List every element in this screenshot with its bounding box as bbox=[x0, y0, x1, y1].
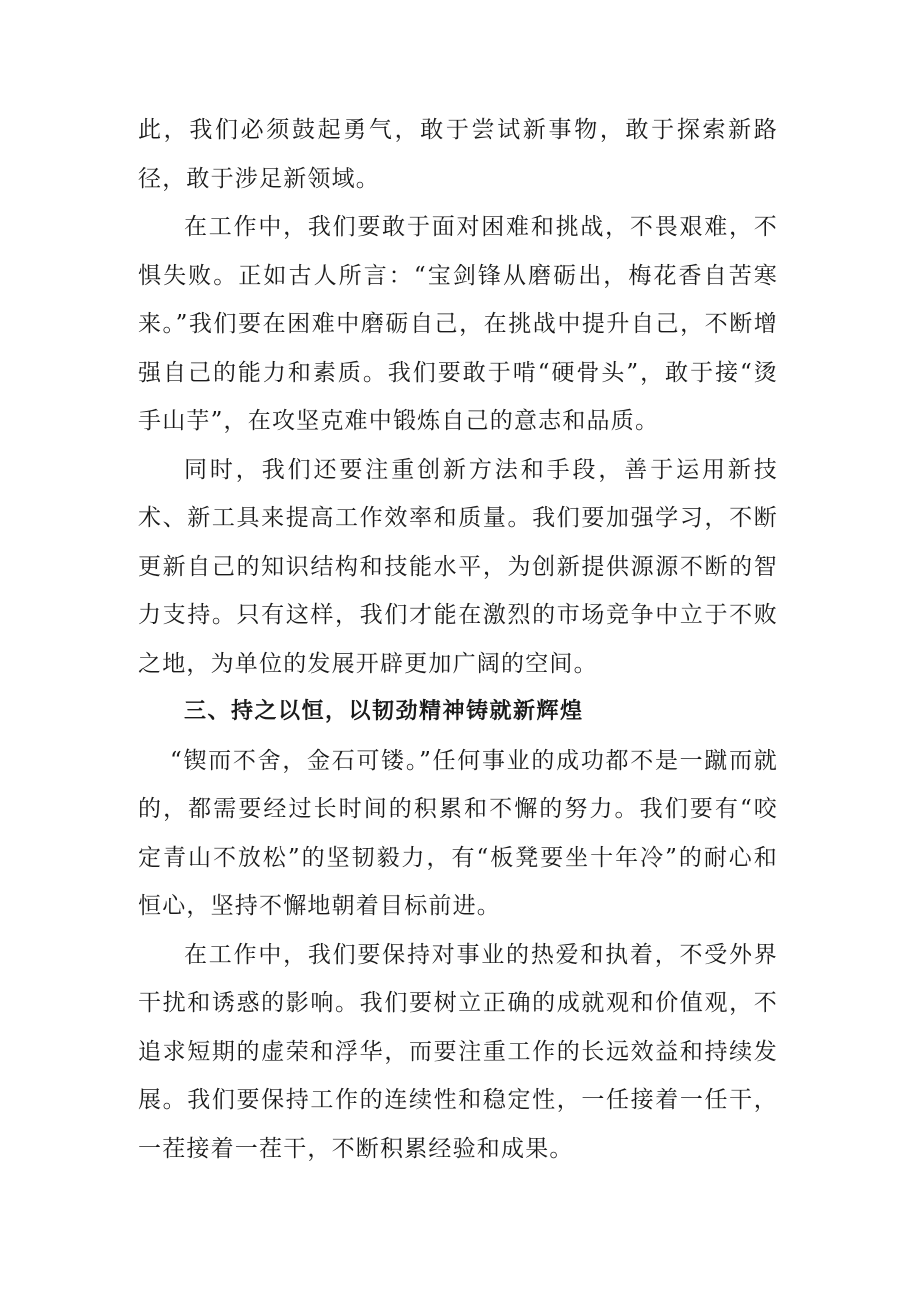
paragraph-dedication: 在工作中，我们要保持对事业的热爱和执着，不受外界干扰和诱惑的影响。我们要树立正确的成就观和价值观，不追求短期的虚荣和浮华，而要注重工作的长远效益和持续发展。我们要保持工作的连续性和稳定性，一任接着一任干，一茬接着一茬干，不断积累经验和成果。 bbox=[138, 941, 778, 1162]
paragraph-continuation: 此，我们必须鼓起勇气，敢于尝试新事物，敢于探索新路径，敢于涉足新领域。 bbox=[138, 117, 778, 192]
section-heading-3: 三、持之以恒，以韧劲精神铸就新辉煌 bbox=[184, 699, 584, 724]
document-body bbox=[138, 106, 778, 1173]
paragraph-perseverance: “锲而不舍，金石可镂。”任何事业的成功都不是一蹴而就的，都需要经过长时间的积累和不懈的努力。我们要有“咬定青山不放松”的坚韧毅力，有“板凳要坐十年冷”的耐心和恒心，坚持不懈地朝着目标前进。 bbox=[138, 747, 778, 919]
paragraph-facing-difficulties: 在工作中，我们要敢于面对困难和挑战，不畏艰难，不惧失败。正如古人所言：“宝剑锋从磨砺出，梅花香自苦寒来。”我们要在困难中磨砺自己，在挑战中提升自己，不断增强自己的能力和素质。我们要敢于啃“硬骨头”，敢于接“烫手山芋”，在攻坚克难中锻炼自己的意志和品质。 bbox=[138, 214, 778, 434]
paragraph-innovation-methods: 同时，我们还要注重创新方法和手段，善于运用新技术、新工具来提高工作效率和质量。我们要加强学习，不断更新自己的知识结构和技能水平，为创新提供源源不断的智力支持。只有这样，我们才能在激烈的市场竞争中立于不败之地，为单位的发展开辟更加广阔的空间。 bbox=[138, 456, 778, 677]
